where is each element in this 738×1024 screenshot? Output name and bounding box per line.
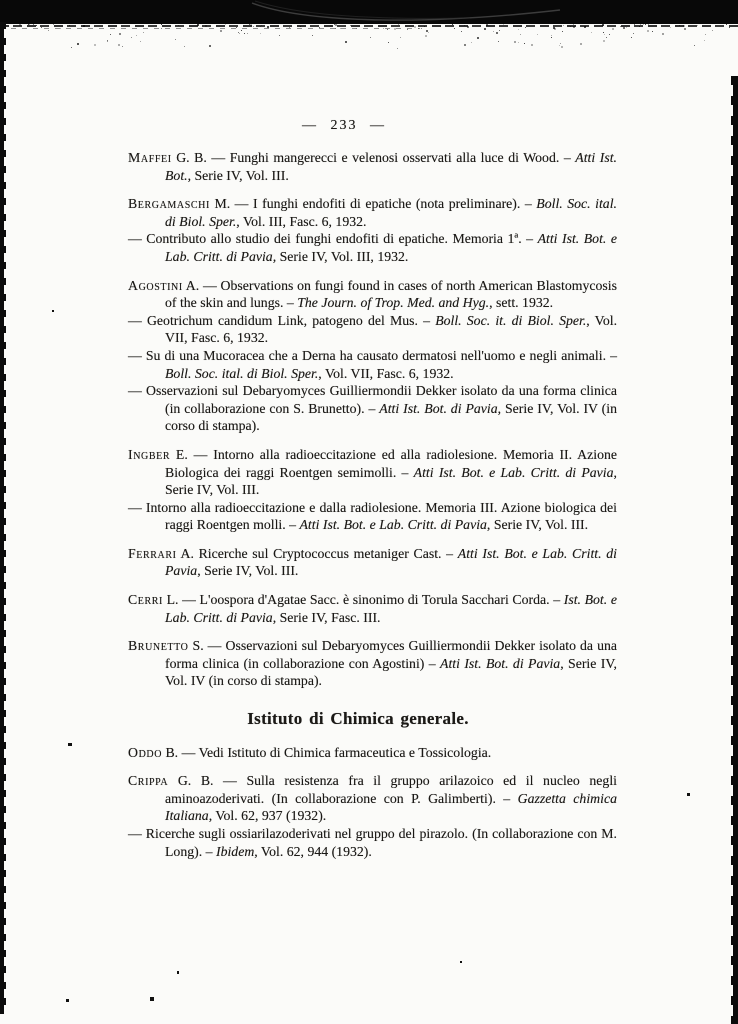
page-content — [128, 149, 617, 871]
scan-speck — [107, 41, 108, 42]
scan-speck — [561, 46, 563, 48]
scan-speck — [563, 25, 564, 26]
scan-speck — [161, 28, 162, 29]
scan-speck — [136, 35, 137, 36]
scan-speck — [400, 37, 401, 38]
scan-speck — [249, 24, 250, 25]
bibliography-entry — [128, 312, 617, 347]
scan-speck — [177, 971, 179, 974]
scan-speck — [131, 37, 132, 38]
scan-speck — [520, 34, 521, 35]
entry-text: , Vol. VII, Fasc. 6, 1932. — [318, 365, 454, 381]
scan-speck — [626, 27, 627, 28]
scan-speck — [537, 34, 538, 35]
scan-speck — [140, 41, 141, 42]
scan-speck — [387, 29, 388, 30]
entry-text: — Intorno alla radioeccitazione e dalla radiolesione. Memoria III. Azione biologica dei raggi Roentgen molli. – — [128, 499, 617, 533]
scan-speck — [239, 33, 240, 34]
bibliography-entry — [128, 382, 617, 435]
scan-speck — [394, 28, 396, 30]
scan-speck — [424, 26, 425, 27]
scan-speck — [634, 24, 635, 25]
scan-speck — [683, 25, 685, 27]
scan-speck — [397, 48, 398, 49]
scan-speck — [551, 37, 552, 38]
entry-text: B. — Vedi Istituto di Chimica farmaceutica e Tossicologia. — [162, 744, 492, 760]
author-name: Ingber — [128, 446, 171, 462]
bibliography-block — [128, 149, 617, 184]
scan-speck — [122, 46, 123, 47]
journal-title: Atti Ist. Bot. di Pavia — [379, 400, 498, 416]
scan-speck — [643, 24, 644, 25]
author-name: Crippa — [128, 773, 169, 789]
scan-speck — [633, 33, 634, 34]
scan-speck — [68, 743, 72, 746]
scan-speck — [560, 43, 561, 44]
scan-speck — [640, 24, 641, 25]
page-number: — 233 — — [302, 118, 386, 133]
bibliography-entry — [128, 347, 617, 382]
entry-text: M. — I funghi endofiti di epatiche (nota preliminare). – — [209, 196, 537, 212]
scan-speck — [440, 26, 441, 27]
scan-speck — [573, 24, 574, 25]
author-name: Brunetto — [128, 638, 189, 654]
scan-speck — [647, 30, 649, 32]
scan-speck — [460, 961, 462, 963]
journal-title: Boll. Soc. ital. di Biol. Sper. — [165, 365, 319, 381]
bibliography-block — [128, 545, 617, 580]
scan-speck — [670, 27, 671, 28]
scan-speck — [60, 28, 61, 29]
scan-speck — [383, 28, 384, 29]
bibliography-block — [128, 772, 617, 860]
scan-speck — [518, 29, 519, 30]
scan-speck — [370, 37, 371, 38]
scan-speck — [697, 25, 698, 26]
scan-speck — [604, 34, 605, 35]
entry-text: — Contributo allo studio dei funghi endofiti di epatiche. Memoria 1ª. – — [128, 231, 538, 247]
scan-speck — [69, 25, 70, 26]
scan-speck — [330, 25, 332, 27]
scan-speck — [197, 24, 199, 26]
bibliography-entry — [128, 825, 617, 860]
scan-speck — [289, 27, 290, 28]
scan-speck — [562, 31, 563, 32]
scan-speck — [340, 28, 341, 29]
scan-speck — [52, 310, 54, 312]
scan-speck — [300, 26, 301, 27]
scan-speck — [418, 28, 419, 29]
section-heading: Istituto di Chimica generale. — [247, 709, 469, 729]
bibliography-entry — [128, 277, 617, 312]
scan-speck — [514, 41, 516, 43]
scan-speck — [41, 27, 42, 28]
scan-speck — [118, 44, 120, 46]
scan-speck — [609, 34, 610, 35]
journal-title: Ist. Bot. e Lab. Critt. di Pavia — [165, 592, 617, 625]
scan-speck — [498, 41, 499, 42]
entry-text: , Serie IV, Vol. III. — [197, 563, 299, 579]
scan-speck — [712, 30, 713, 31]
scan-speck — [250, 24, 252, 26]
entry-text: G. B. — Sulla resistenza fra il gruppo arilazoico ed il nucleo negli aminoazoderivati. (In collaborazione con P. Galimberti). – — [165, 773, 617, 806]
entry-text: , sett. 1932. — [489, 295, 554, 311]
scan-speck — [471, 42, 472, 43]
journal-title: Atti Ist. Bot. — [165, 150, 617, 183]
scan-speck — [645, 24, 646, 25]
entry-text: A. Ricerche sul Cryptococcus metaniger Cast. – — [176, 545, 458, 561]
entry-text: — Su di una Mucoracea che a Derna ha causato dermatosi nell'uomo e negli animali. – — [128, 347, 617, 363]
bibliography-entry — [128, 591, 617, 626]
bibliography-block — [128, 277, 617, 435]
bibliography-entry — [128, 772, 617, 825]
scan-speck — [261, 25, 262, 26]
scan-speck — [648, 24, 649, 25]
scan-speck — [312, 35, 313, 36]
scan-speck — [452, 24, 453, 25]
bibliography-entry — [128, 499, 617, 534]
author-name: Maffei — [128, 150, 172, 165]
entry-text: E. — Intorno alla radioeccitazione ed alla radiolesione. Memoria II. Azione Biologica dei raggi Roentgen semimolli. – — [165, 446, 617, 480]
scan-band-curve — [0, 0, 738, 24]
scan-speck — [143, 32, 144, 33]
bibliography-entry — [128, 195, 617, 230]
scan-speck — [705, 34, 706, 35]
scan-speck — [388, 42, 389, 43]
bibliography-entry — [128, 149, 617, 184]
journal-title: Gazzetta chimica Italiana — [165, 790, 617, 824]
scan-speck — [464, 44, 466, 46]
journal-title: Atti Ist. Bot. di Pavia — [440, 655, 561, 671]
author-name: Oddo — [128, 744, 163, 760]
scan-speck — [345, 41, 347, 43]
scan-speck — [531, 44, 533, 46]
scan-speck — [464, 25, 465, 26]
scan-speck — [110, 34, 111, 35]
scan-speck — [580, 43, 582, 45]
entry-text: , Serie IV, Fasc. III. — [272, 609, 381, 625]
bibliography-block — [128, 591, 617, 626]
scan-speck — [421, 28, 422, 29]
scan-speck — [184, 46, 185, 47]
scan-speck — [350, 25, 351, 26]
entry-text: , Vol. 62, 944 (1932). — [254, 843, 372, 859]
scan-speck — [591, 32, 592, 33]
scan-top-band — [0, 0, 738, 24]
bibliography-entry — [128, 545, 617, 580]
entry-text: L. — L'oospora d'Agatae Sacc. è sinonimo di Torula Sacchari Corda. – — [162, 592, 564, 608]
scan-speck — [19, 24, 21, 26]
entry-text: , Vol. VII, Fasc. 6, 1932. — [165, 312, 618, 346]
bibliography-block — [128, 446, 617, 534]
author-name: Ferrari — [128, 545, 177, 561]
scan-speck — [639, 26, 640, 27]
scan-speck — [428, 32, 429, 33]
scan-speck — [220, 30, 222, 32]
scan-speck — [241, 30, 242, 31]
scan-speck — [175, 39, 176, 40]
entry-text: , Serie IV, Vol. IV (in corso di stampa). — [165, 655, 617, 689]
author-name: Agostini — [128, 277, 183, 293]
scan-speck — [260, 33, 261, 34]
scan-speck — [334, 24, 335, 25]
journal-title: Atti Ist. Bot. e Lab. Critt. di Pavia — [165, 545, 617, 579]
entry-text: A. — Observations on fungi found in cases of north American Blastomycosis of the skin and lungs. – — [165, 277, 617, 311]
bibliography-block — [128, 744, 617, 762]
bibliography-entry — [128, 637, 617, 690]
scan-speck — [53, 24, 54, 25]
scan-speck — [603, 25, 604, 26]
scan-speck — [704, 40, 705, 41]
scan-speck — [28, 24, 29, 25]
scan-speck — [518, 42, 519, 43]
bibliography-block — [128, 195, 617, 265]
scan-speck — [573, 26, 575, 28]
scan-speck — [493, 31, 494, 32]
entry-text: , Serie IV, Vol. IV (in corso di stampa). — [165, 400, 617, 434]
scan-speck — [620, 26, 621, 27]
scan-speck — [161, 24, 162, 25]
scan-speck — [356, 28, 357, 29]
scan-speck — [496, 32, 498, 34]
entry-text: S. — Osservazioni sul Debaryomyces Guilliermondii Dekker isolato da una forma clinica (in collaborazione con Agostini) – — [165, 638, 617, 671]
entry-text: , Serie IV, Vol. III. — [486, 517, 589, 533]
scan-speck — [119, 33, 121, 35]
scan-speck — [267, 26, 269, 28]
scan-speck — [279, 35, 280, 36]
entry-text: Serie IV, Vol. III, 1932. — [276, 248, 409, 264]
bibliography-section — [128, 149, 617, 690]
bibliography-entry — [128, 744, 617, 762]
scan-speck — [631, 37, 632, 38]
entry-text: , Vol. III, Fasc. 6, 1932. — [236, 213, 367, 229]
scan-speck — [29, 24, 30, 25]
scan-speck — [71, 47, 72, 48]
entry-text: , Serie IV, Vol. III. — [165, 464, 617, 498]
scan-speck — [253, 26, 254, 27]
scan-speck — [499, 30, 500, 31]
scan-speck — [729, 27, 730, 28]
scan-speck — [585, 26, 586, 27]
entry-text: G. B. — Funghi mangerecci e velenosi osservati alla luce di Wood. – — [171, 150, 576, 165]
scan-speck — [66, 999, 69, 1002]
scan-speck — [244, 33, 245, 34]
scan-speck — [247, 33, 248, 34]
scan-speck — [33, 24, 34, 25]
scan-speck — [503, 24, 504, 25]
scan-speck — [570, 26, 571, 27]
scan-speck — [486, 24, 488, 26]
scan-speck — [603, 40, 605, 42]
journal-title: Atti Ist. Bot. e — [299, 517, 376, 533]
scan-speck — [461, 31, 462, 32]
journal-title: Atti Ist. Bot. e Lab. Critt. di Pavia, — [165, 231, 617, 264]
bibliography-entry — [128, 230, 617, 265]
author-name: Cerri — [128, 592, 163, 608]
scan-speck — [662, 33, 664, 35]
entry-text: , Vol. 62, 937 (1932). — [208, 808, 327, 824]
scan-speck — [687, 793, 690, 796]
scan-speck — [606, 37, 607, 38]
scan-speck — [236, 27, 237, 28]
scan-left-edge — [0, 22, 4, 1014]
scan-speck — [684, 28, 686, 30]
author-name: Bergamaschi — [128, 196, 210, 212]
scan-noise — [0, 24, 738, 54]
scan-speck — [524, 43, 525, 44]
scan-speck — [77, 43, 79, 45]
journal-title: Boll. Soc. ital. di Biol. Sper. — [165, 196, 617, 229]
scan-speck — [726, 24, 727, 25]
entry-text: — Ricerche sugli ossiarilazoderivati nel gruppo del pirazolo. (In collaborazione con M. Long). – — [128, 826, 617, 859]
scan-speck — [260, 26, 261, 27]
scan-speck — [652, 31, 653, 32]
scan-speck — [319, 27, 320, 28]
scan-speck — [484, 28, 486, 30]
scan-speck — [83, 25, 85, 27]
scan-speck — [525, 27, 526, 28]
scan-speck — [48, 30, 49, 31]
scan-speck — [454, 28, 455, 29]
scan-speck — [150, 997, 154, 1001]
scan-speck — [407, 29, 408, 30]
entry-text: , Serie IV, Vol. III. — [187, 167, 289, 183]
journal-title: Ibidem — [215, 843, 255, 859]
scan-speck — [612, 28, 614, 30]
scan-speck — [398, 24, 399, 25]
scan-speck — [694, 45, 695, 46]
scan-speck — [477, 37, 479, 39]
scan-speck — [36, 25, 37, 26]
scan-speck — [335, 24, 337, 26]
scan-right-edge — [733, 76, 738, 1024]
scan-speck — [178, 25, 179, 26]
journal-title: Boll. Soc. it. di Biol. Sper. — [435, 312, 587, 328]
scan-speck — [335, 28, 336, 29]
scan-speck — [553, 27, 555, 29]
scan-speck — [94, 44, 96, 46]
entry-text: — Geotrichum candidum Link, patogeno del Mus. – — [128, 312, 436, 328]
scan-speck — [107, 40, 108, 41]
journal-title: The Journ. of Trop. Med. and Hyg. — [297, 295, 490, 311]
journal-title: Atti Ist. Bot. e Lab. Critt. di Pavia — [413, 464, 614, 480]
bibliography-block — [128, 637, 617, 690]
scan-speck — [414, 26, 416, 28]
entry-text: — Osservazioni sul Debaryomyces Guilliermondii Dekker isolato da una forma clinica (in collaborazione con S. Brunetto). – — [128, 383, 617, 416]
scan-speck — [603, 32, 604, 33]
journal-title: Lab. Critt. di Pavia — [379, 517, 487, 533]
bibliography-entry — [128, 446, 617, 499]
scan-speck — [425, 35, 427, 37]
scan-speck — [209, 45, 211, 47]
bibliography-section — [128, 744, 617, 861]
scan-speck — [559, 45, 560, 46]
scan-speck — [205, 25, 207, 27]
scan-speck — [225, 24, 226, 25]
scan-speck — [623, 27, 625, 29]
scan-speck — [679, 25, 680, 26]
scan-speck — [551, 35, 552, 36]
scan-speck — [467, 26, 469, 28]
